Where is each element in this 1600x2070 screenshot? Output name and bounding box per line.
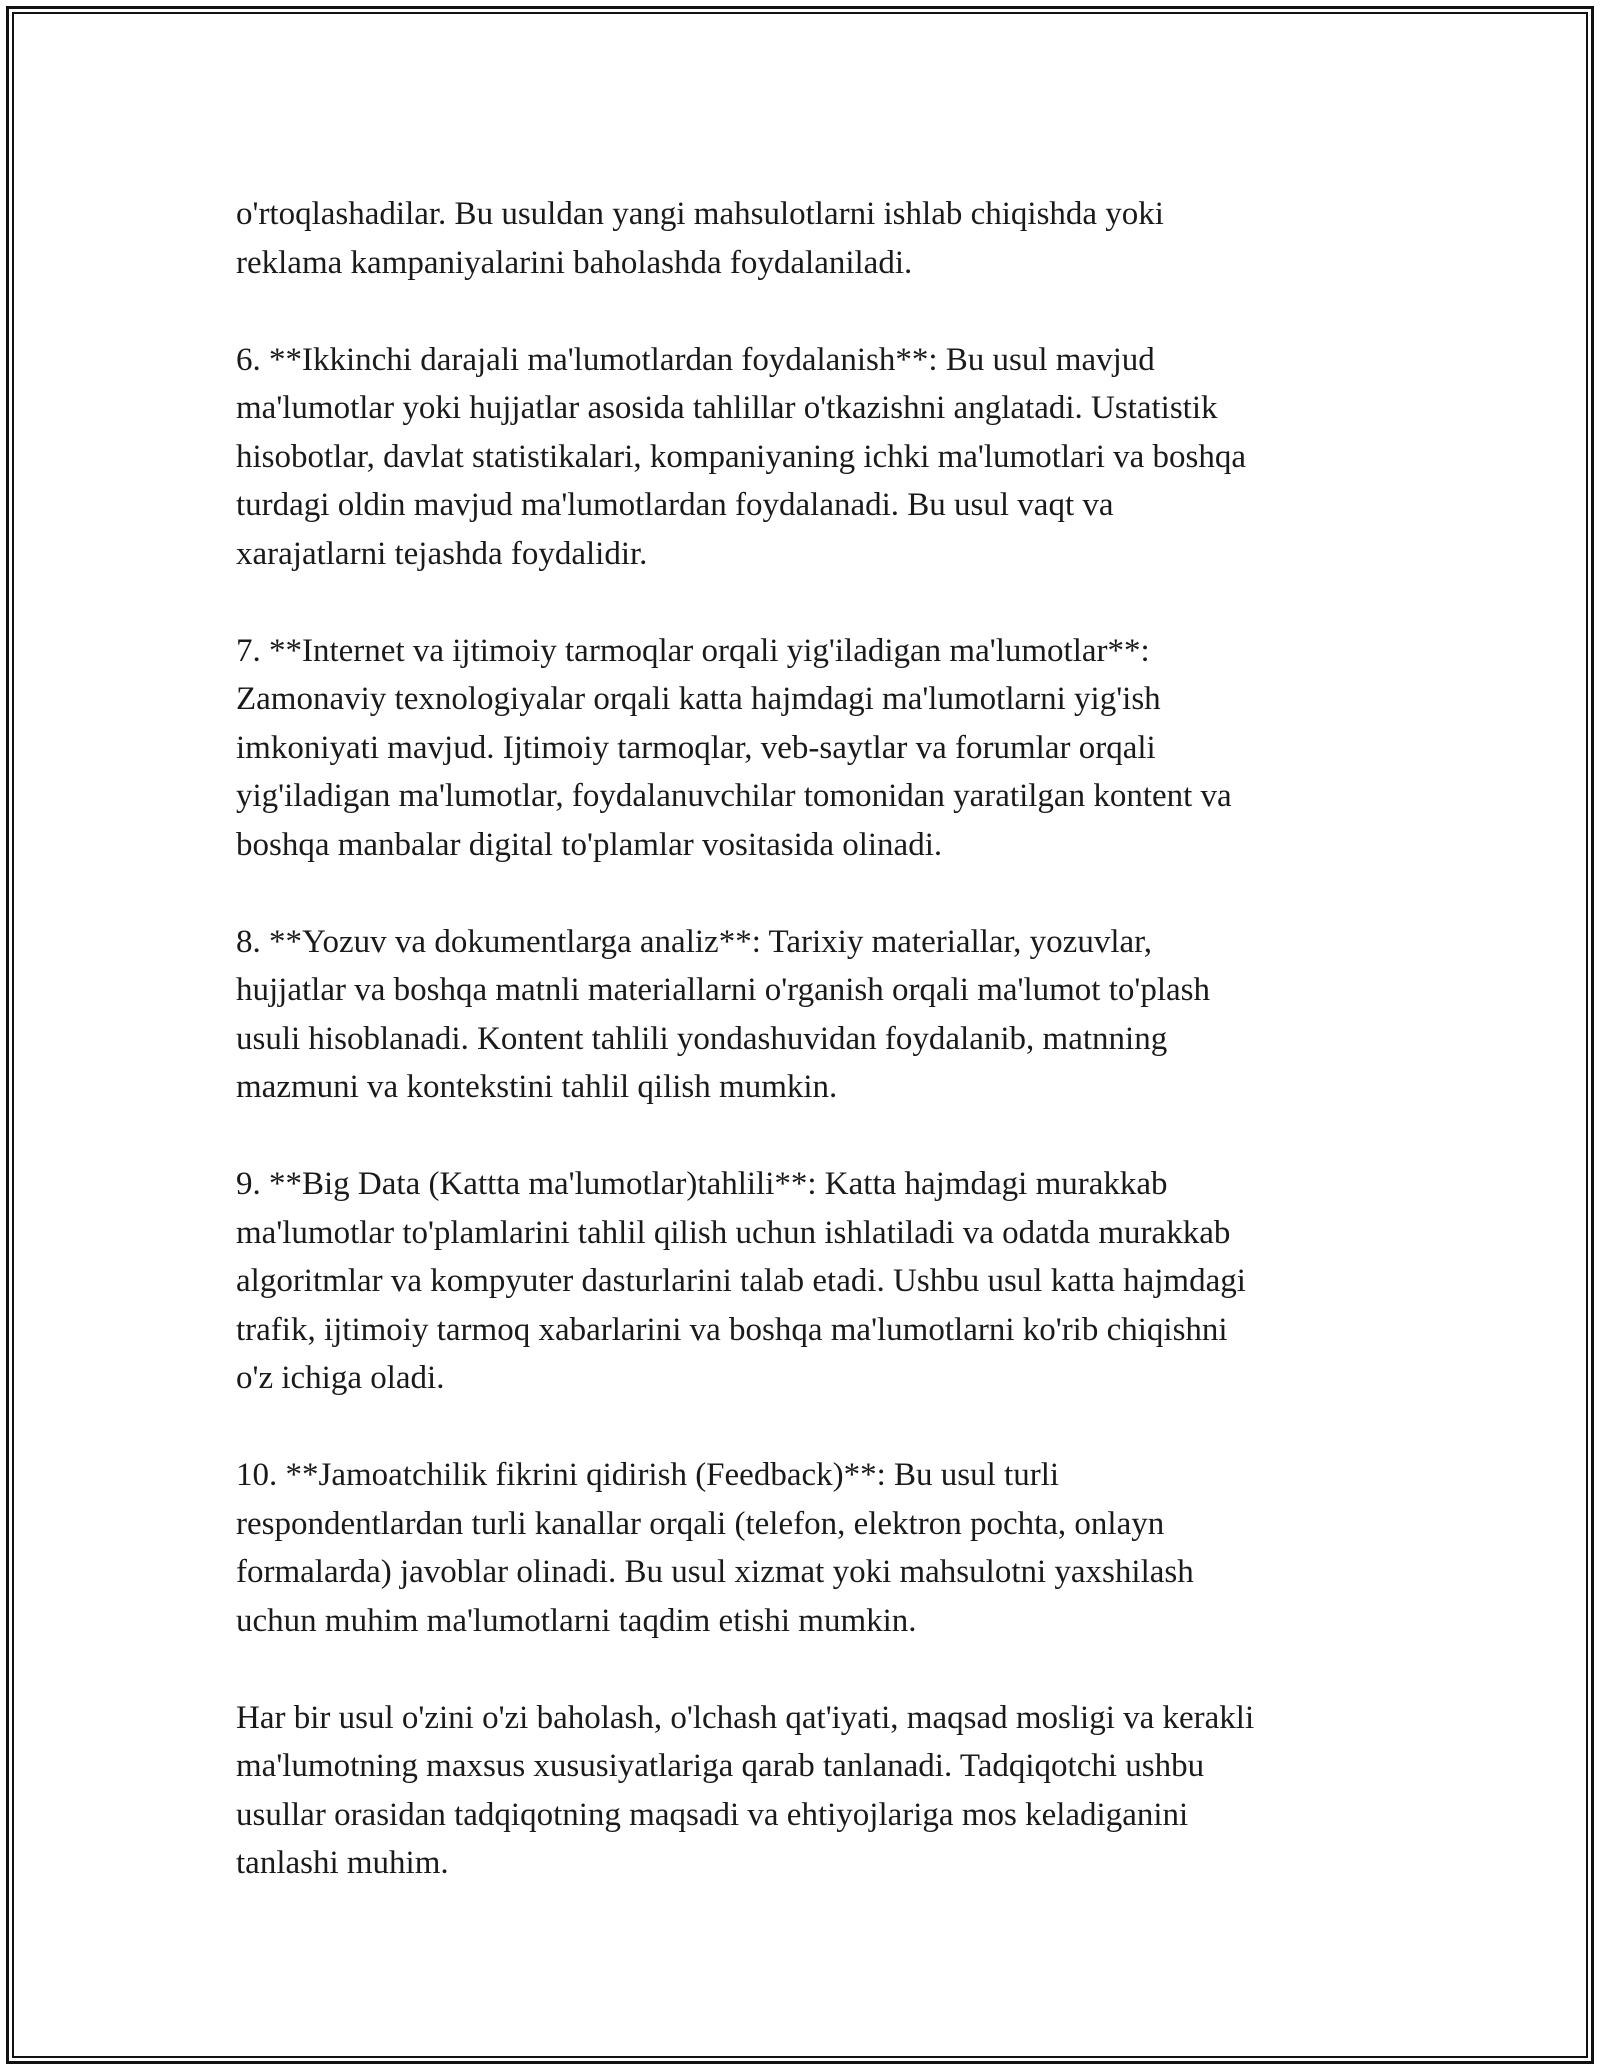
paragraph-continuation: o'rtoqlashadilar. Bu usuldan yangi mahsulotlarni ishlab chiqishda yoki reklama kampaniyalarini baholashda foydalaniladi. (236, 196, 1164, 281)
document-body (236, 190, 1396, 1936)
paragraph-item-10: 10. **Jamoatchilik fikrini qidirish (Feedback)**: Bu usul turli respondentlardan turli kanallar orqali (telefon, elektron pochta, onlayn formalarda) javoblar olinadi. Bu usul xizmat yoki mahsulotni yaxshilash uchun muhim ma'lumotlarni taqdim etishi mumkin. (236, 1457, 1194, 1639)
paragraph-item-9: 9. **Big Data (Kattta ma'lumotlar)tahlili**: Katta hajmdagi murakkab ma'lumotlar to'plamlarini tahlil qilish uchun ishlatiladi va odatda murakkab algoritmlar va kompyuter dasturlarini talab etadi. Ushbu usul katta hajmdagi trafik, ijtimoiy tarmoq xabarlarini va boshqa ma'lumotlarni ko'rib chiqishni o'z ichiga oladi. (236, 1166, 1246, 1396)
paragraph-conclusion: Har bir usul o'zini o'zi baholash, o'lchash qat'iyati, maqsad mosligi va kerakli ma'lumotning maxsus xususiyatlariga qarab tanlanadi. Tadqiqotchi ushbu usullar orasidan tadqiqotning maqsadi va ehtiyojlariga mos keladiganini tanlashi muhim. (236, 1699, 1255, 1881)
paragraph-item-7: 7. **Internet va ijtimoiy tarmoqlar orqali yig'iladigan ma'lumotlar**: Zamonaviy texnologiyalar orqali katta hajmdagi ma'lumotlarni yig'ish imkoniyati mavjud. Ijtimoiy tarmoqlar, veb-saytlar va forumlar orqali yig'iladigan ma'lumotlar, foydalanuvchilar tomonidan yaratilgan kontent va boshqa manbalar digital to'plamlar vositasida olinadi. (236, 632, 1232, 863)
paragraph-item-6: 6. **Ikkinchi darajali ma'lumotlardan foydalanish**: Bu usul mavjud ma'lumotlar yoki hujjatlar asosida tahlillar o'tkazishni anglatadi. Ustatistik hisobotlar, davlat statistikalari, kompaniyaning ichki ma'lumotlari va boshqa turdagi oldin mavjud ma'lumotlardan foydalanadi. Bu usul vaqt va xarajatlarni tejashda foydalidir. (236, 341, 1246, 572)
paragraph-item-8: 8. **Yozuv va dokumentlarga analiz**: Tarixiy materiallar, yozuvlar, hujjatlar va boshqa matnli materiallarni o'rganish orqali ma'lumot to'plash usuli hisoblanadi. Kontent tahlili yondashuvidan foydalanib, matnning mazmuni va kontekstini tahlil qilish mumkin. (236, 923, 1210, 1105)
